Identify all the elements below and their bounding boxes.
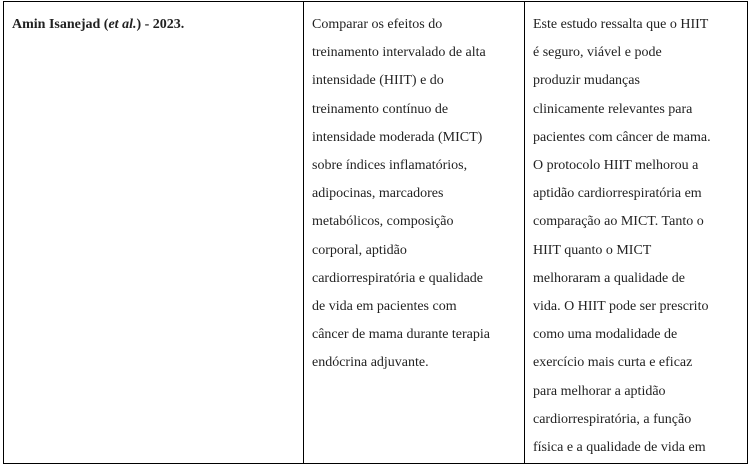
- objective-line: endócrina adjuvante.: [312, 355, 429, 371]
- objective-line: corporal, aptidão: [312, 242, 407, 258]
- result-line: como uma modalidade de: [533, 327, 678, 343]
- result-line: HIIT quanto o MICT: [533, 242, 652, 258]
- objective-line: treinamento intervalado de alta: [312, 45, 486, 61]
- objective-line: cardiorrespiratória e qualidade: [312, 270, 484, 286]
- objective-line: adipocinas, marcadores: [312, 186, 444, 202]
- objective-line: sobre índices inflamatórios,: [312, 158, 468, 174]
- result-line: vida. O HIIT pode ser prescrito: [533, 299, 709, 315]
- result-line: pacientes com câncer de mama.: [533, 129, 711, 145]
- result-line: Este estudo ressalta que o HIIT: [533, 17, 709, 32]
- result-line: para melhorar a aptidão: [533, 383, 666, 399]
- objective-line: metabólicos, composição: [312, 214, 454, 230]
- result-line: física e a qualidade de vida em: [533, 440, 706, 456]
- objective-line: intensidade moderada (MICT): [312, 129, 483, 145]
- objective-line: Comparar os efeitos do: [312, 17, 443, 32]
- result-line: clinicamente relevantes para: [533, 101, 693, 117]
- result-text: [533, 11, 739, 462]
- author-cell: [4, 2, 304, 464]
- objective-line: de vida em pacientes com: [312, 299, 457, 315]
- objective-cell: [304, 2, 525, 464]
- result-line: cardiorrespiratória, a função: [533, 411, 692, 427]
- result-line: produzir mudanças: [533, 73, 640, 89]
- objective-line: câncer de mama durante terapia: [312, 327, 491, 343]
- result-cell: [525, 2, 748, 464]
- objective-text: [312, 11, 516, 378]
- studies-table: [3, 1, 748, 464]
- author-name: Amin Isanejad (: [12, 17, 109, 32]
- author-year: ) - 2023.: [136, 17, 185, 32]
- result-line: comparação ao MICT. Tanto o: [533, 214, 704, 230]
- objective-line: treinamento contínuo de: [312, 101, 449, 117]
- result-line: exercício mais curta e eficaz: [533, 355, 693, 371]
- author-citation: [12, 11, 295, 39]
- result-line: O protocolo HIIT melhorou a: [533, 158, 699, 174]
- result-line: aptidão cardiorrespiratória em: [533, 186, 702, 202]
- result-line: é seguro, viável e pode: [533, 45, 662, 61]
- objective-line: intensidade (HIIT) e do: [312, 73, 444, 89]
- result-line: melhoraram a qualidade de: [533, 270, 685, 286]
- et-al: et al.: [108, 17, 137, 32]
- table-row: [4, 2, 748, 464]
